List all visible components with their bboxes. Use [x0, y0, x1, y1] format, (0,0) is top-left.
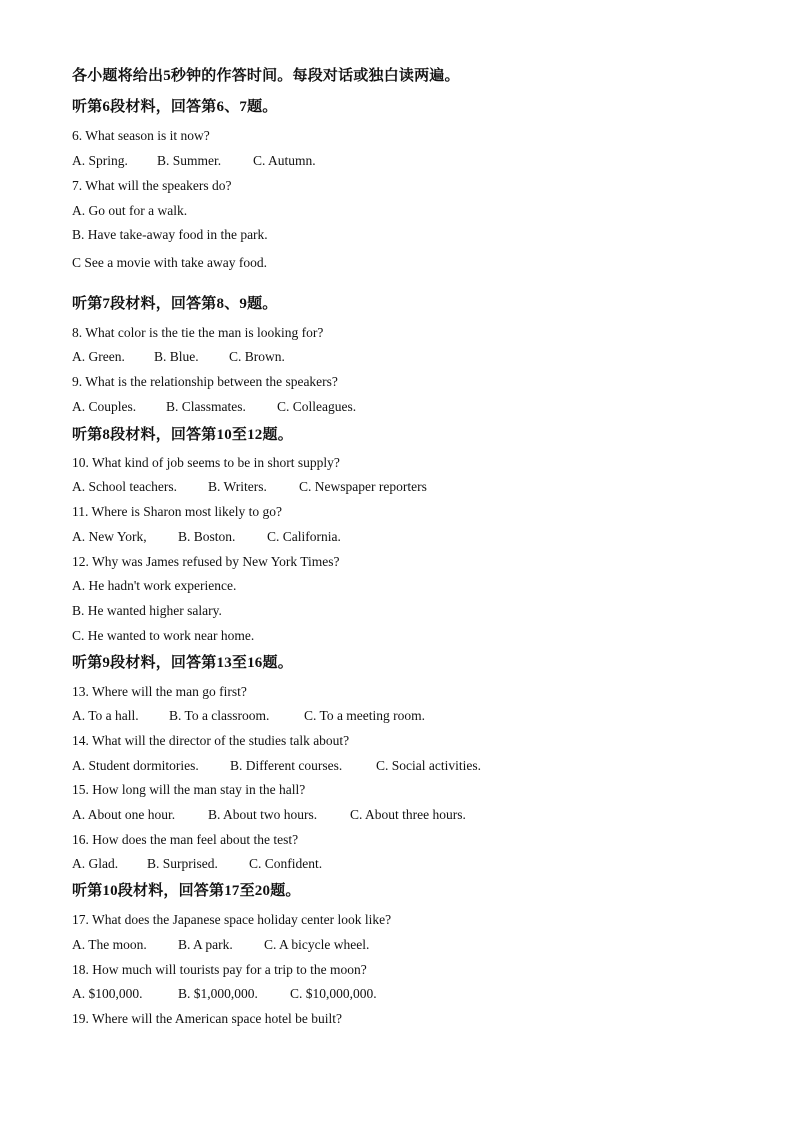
option: A. About one hour. — [72, 807, 176, 822]
option: A. Student dormitories. — [72, 758, 199, 773]
question-text: 17. What does the Japanese space holiday center look like? — [72, 912, 392, 927]
question-text: 10. What kind of job seems to be in short supply? — [72, 455, 340, 470]
option: C. $10,000,000. — [290, 986, 377, 1001]
option: A. The moon. — [72, 937, 147, 952]
option: A. Couples. — [72, 399, 137, 414]
option: A. Glad. — [72, 856, 119, 871]
option: A. Green. — [72, 349, 125, 364]
question-text: 13. Where will the man go first? — [72, 684, 247, 699]
option: A. School teachers. — [72, 479, 177, 494]
question-text: 15. How long will the man stay in the hall? — [72, 782, 306, 797]
question-text: 7. What will the speakers do? — [72, 178, 232, 193]
section-heading: 听第10段材料，回答第17至20题。 — [72, 883, 301, 899]
option: C. Colleagues. — [277, 399, 357, 414]
option: B. To a classroom. — [169, 708, 270, 723]
option: B. Have take-away food in the park. — [72, 227, 268, 242]
options-row — [72, 152, 316, 170]
question-text: 11. Where is Sharon most likely to go? — [72, 504, 282, 519]
options-row — [72, 478, 427, 496]
option: C. Confident. — [249, 856, 323, 871]
option: B. Classmates. — [166, 399, 246, 414]
option: B. Blue. — [154, 349, 199, 364]
options-row — [72, 855, 322, 873]
option: C See a movie with take away food. — [72, 255, 267, 270]
option: C. He wanted to work near home. — [72, 628, 255, 643]
option: B. A park. — [178, 937, 233, 952]
option: A. To a hall. — [72, 708, 139, 723]
section-heading: 听第6段材料，回答第6、7题。 — [72, 99, 278, 115]
options-row — [72, 348, 285, 366]
options-row — [72, 936, 369, 954]
question-text: 18. How much will tourists pay for a trip to the moon? — [72, 962, 367, 977]
option: C. Autumn. — [253, 153, 316, 168]
option: A. Go out for a walk. — [72, 203, 188, 218]
options-row — [72, 806, 466, 824]
option: B. Writers. — [208, 479, 267, 494]
question-text: 14. What will the director of the studies talk about? — [72, 733, 350, 748]
options-row — [72, 985, 377, 1003]
option: B. $1,000,000. — [178, 986, 258, 1001]
option: A. He hadn't work experience. — [72, 578, 237, 593]
option: B. He wanted higher salary. — [72, 603, 222, 618]
options-row — [72, 528, 341, 546]
question-text: 9. What is the relationship between the speakers? — [72, 374, 338, 389]
option: A. New York, — [72, 529, 147, 544]
option: B. Different courses. — [230, 758, 343, 773]
intro-text: 各小题将给出5秒钟的作答时间。每段对话或独白读两遍。 — [72, 68, 460, 84]
question-text: 19. Where will the American space hotel be built? — [72, 1011, 343, 1026]
option: C. About three hours. — [350, 807, 466, 822]
option: A. Spring. — [72, 153, 128, 168]
option: C. To a meeting room. — [304, 708, 426, 723]
option: C. A bicycle wheel. — [264, 937, 370, 952]
section-heading: 听第7段材料，回答第8、9题。 — [72, 296, 278, 312]
options-row — [72, 398, 356, 416]
section-heading: 听第8段材料，回答第10至12题。 — [72, 427, 293, 443]
option: C. Social activities. — [376, 758, 481, 773]
option: B. Surprised. — [147, 856, 218, 871]
option: C. Newspaper reporters — [299, 479, 427, 494]
question-text: 8. What color is the tie the man is looking for? — [72, 325, 324, 340]
question-text: 16. How does the man feel about the test? — [72, 832, 299, 847]
option: B. About two hours. — [208, 807, 318, 822]
option: C. Brown. — [229, 349, 285, 364]
section-heading: 听第9段材料，回答第13至16题。 — [72, 655, 293, 671]
question-text: 12. Why was James refused by New York Times? — [72, 554, 340, 569]
options-row — [72, 707, 425, 725]
option: A. $100,000. — [72, 986, 143, 1001]
option: B. Boston. — [178, 529, 236, 544]
question-text: 6. What season is it now? — [72, 128, 210, 143]
option: B. Summer. — [157, 153, 222, 168]
option: C. California. — [267, 529, 341, 544]
options-row — [72, 757, 481, 775]
